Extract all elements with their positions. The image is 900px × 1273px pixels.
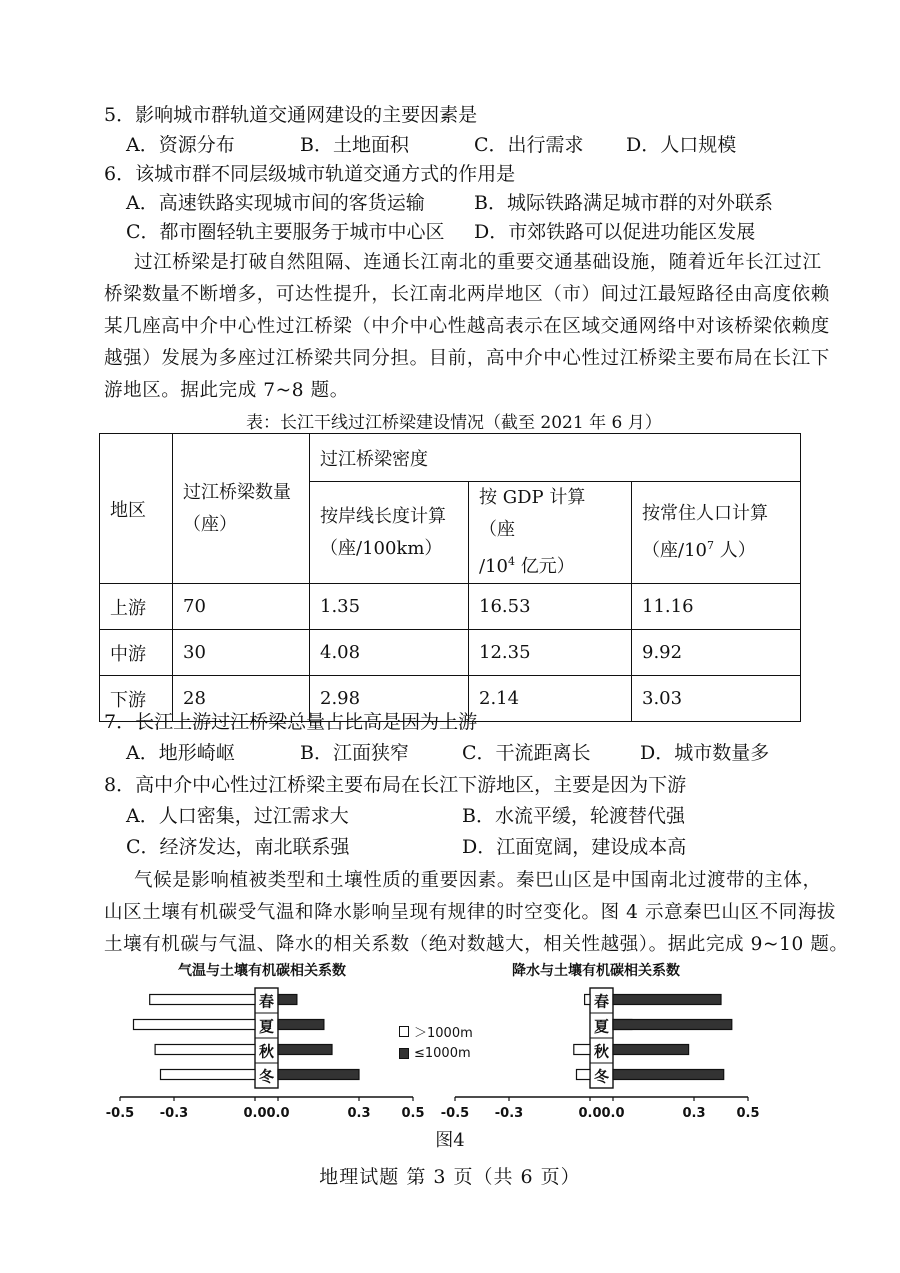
table-caption: 表：长江干线过江桥梁建设情况（截至 2021 年 6 月） [246,413,662,433]
cell-shore: 4.08 [310,630,469,676]
cell-count: 70 [173,584,310,630]
header-pop: 按常住人口计算 （座$/10^7$ 人） [632,482,801,584]
bar-low-0 [613,995,721,1005]
chart-legend [399,1020,473,1064]
bar-high-0 [150,995,255,1005]
legend-swatch-white [399,1026,409,1037]
question-6-stem: 6．该城市群不同层级城市轨道交通方式的作用是 [104,163,516,185]
q5-option-c: C．出行需求 [474,134,584,156]
q7-option-b: B．江面狭窄 [300,742,409,764]
passage2-line-3: 土壤有机碳与气温、降水的相关系数（绝对数越大，相关性越强）。据此完成 9~10 题。 [104,934,849,955]
x-tick-label: 0.0 [266,1106,290,1121]
question-5-stem: 5．影响城市群轨道交通网建设的主要因素是 [104,104,478,126]
q8-option-d: D．江面宽阔，建设成本高 [462,836,687,858]
passage1-line-4: 越强）发展为多座过江桥梁共同分担。目前，高中介中心性过江桥梁主要布局在长江下 [104,348,830,369]
x-tick-label: 0.0 [243,1106,267,1121]
passage1-line-1: 过江桥梁是打破自然阻隔、连通长江南北的重要交通基础设施，随着近年长江过江 [134,252,822,273]
bar-high-2 [574,1045,590,1055]
category-label-1: 夏 [593,1017,610,1036]
table-row [100,630,801,676]
passage1-line-2: 桥梁数量不断增多，可达性提升，长江南北两岸地区（市）间过江最短路径由高度依赖 [104,284,830,305]
bar-low-3 [278,1070,359,1080]
passage2-line-1: 气候是影响植被类型和土壤性质的重要因素。秦巴山区是中国南北过渡带的主体， [134,870,822,891]
cell-gdp: 16.53 [469,584,632,630]
q6-option-c: C．都市圈轻轨主要服务于城市中心区 [126,221,445,243]
cell-region: 上游 [100,584,173,630]
q6-option-d: D．市郊铁路可以促进功能区发展 [474,221,756,243]
cell-shore: 2.98 [310,676,469,722]
bridge-table [99,433,801,722]
bar-high-1 [134,1020,256,1030]
header-gdp: 按 GDP 计算（座 $/10^4$ 亿元） [469,482,632,584]
category-label-2: 秋 [258,1042,275,1061]
bar-high-2 [155,1045,255,1055]
cell-gdp: 2.14 [469,676,632,722]
bar-low-2 [278,1045,332,1055]
cell-pop: 9.92 [632,630,801,676]
cell-region: 中游 [100,630,173,676]
x-tick-label: 0.5 [736,1106,760,1121]
chart2-title: 降水与土壤有机碳相关系数 [512,963,680,979]
header-count: 过江桥梁数量 （座） [173,434,310,584]
cell-pop: 11.16 [632,584,801,630]
cell-region: 下游 [100,676,173,722]
x-tick-label: 0.0 [601,1106,625,1121]
q8-option-c: C．经济发达，南北联系强 [126,836,350,858]
q6-option-b: B．城际铁路满足城市群的对外联系 [474,192,773,214]
bar-low-2 [613,1045,689,1055]
q8-option-a: A．人口密集，过江需求大 [126,805,349,827]
question-7-stem: 7．长江上游过江桥梁总量占比高是因为上游 [104,711,478,733]
bar-low-1 [613,1020,732,1030]
legend-item-low: ≤1000m [399,1042,473,1064]
table-row [100,584,801,630]
legend-swatch-dark [399,1048,409,1059]
header-shore: 按岸线长度计算 （座/100km） [310,482,469,584]
category-label-3: 冬 [258,1067,275,1086]
x-tick-label: -0.5 [440,1106,470,1121]
legend-item-high: ＞1000m [399,1020,473,1042]
passage2-line-2: 山区土壤有机碳受气温和降水影响呈现有规律的时空变化。图 4 示意秦巴山区不同海拔 [104,902,837,923]
header-region: 地区 [100,434,173,584]
x-tick-label: 0.5 [401,1106,425,1121]
bar-low-0 [278,995,297,1005]
bar-high-3 [577,1070,591,1080]
cell-count: 30 [173,630,310,676]
category-label-2: 秋 [593,1042,610,1061]
passage1-line-5: 游地区。据此完成 7~8 题。 [104,380,349,401]
q7-option-d: D．城市数量多 [640,742,770,764]
x-tick-label: 0.3 [347,1106,371,1121]
passage1-line-3: 某几座高中介中心性过江桥梁（中介中心性越高表示在区域交通网络中对该桥梁依赖度 [104,316,830,337]
q7-option-c: C．干流距离长 [462,742,591,764]
cell-gdp: 12.35 [469,630,632,676]
x-tick-label: 0.3 [682,1106,706,1121]
cell-count: 28 [173,676,310,722]
q8-option-b: B．水流平缓，轮渡替代强 [462,805,685,827]
x-tick-label: 0.0 [578,1106,602,1121]
category-label-0: 春 [258,992,275,1011]
cell-pop: 3.03 [632,676,801,722]
q6-option-a: A．高速铁路实现城市间的客货运输 [126,192,425,214]
q7-option-a: A．地形崎岖 [126,742,235,764]
bar-low-3 [613,1070,724,1080]
chart-precipitation [430,980,770,1120]
q5-option-d: D．人口规模 [626,134,737,156]
chart-temperature [95,980,435,1120]
cell-shore: 1.35 [310,584,469,630]
page-footer: 地理试题 第 3 页（共 6 页） [319,1166,581,1188]
header-density: 过江桥梁密度 [310,434,801,482]
question-8-stem: 8．高中介中心性过江桥梁主要布局在长江下游地区，主要是因为下游 [104,774,687,796]
bar-high-0 [585,995,590,1005]
category-label-1: 夏 [258,1017,275,1036]
chart1-title: 气温与土壤有机碳相关系数 [178,963,346,979]
bar-high-3 [161,1070,256,1080]
q5-option-b: B．土地面积 [300,134,409,156]
x-tick-label: -0.3 [159,1106,189,1121]
bar-low-1 [278,1020,324,1030]
x-tick-label: -0.3 [494,1106,524,1121]
x-tick-label: -0.5 [105,1106,135,1121]
category-label-0: 春 [593,992,610,1011]
figure-label: 图4 [435,1130,465,1151]
category-label-3: 冬 [593,1067,610,1086]
q5-option-a: A．资源分布 [126,134,235,156]
